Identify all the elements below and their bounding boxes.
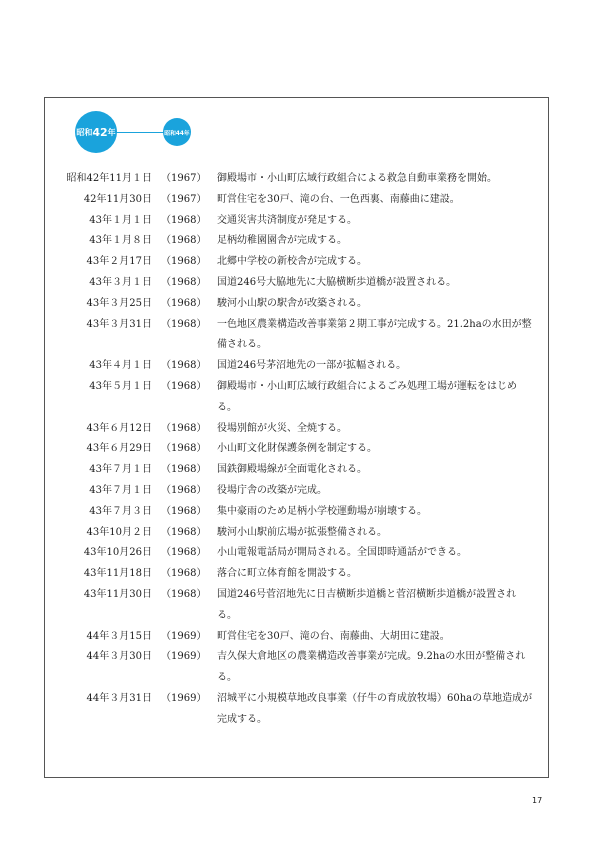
entry-date: 43年11月18日 xyxy=(83,568,152,580)
era-start-num: 42 xyxy=(92,125,108,139)
entry-year: （1968） xyxy=(161,484,207,496)
entry-year: （1968） xyxy=(161,464,207,476)
entry-description: 役場庁舎の改築が完成。 xyxy=(217,484,327,496)
entry-description: 集中豪雨のため足柄小学校運動場が崩壊する。 xyxy=(217,505,427,517)
entry-description: 国道246号菅沼地先に日吉横断歩道橋と菅沼横断歩道橋が設置される。 xyxy=(217,588,517,621)
entry-year: （1968） xyxy=(161,318,207,330)
era-start-badge xyxy=(75,111,117,153)
entry-year: （1968） xyxy=(161,505,207,517)
entry-description: 御殿場市・小山町広域行政組合によるごみ処理工場が運転をはじめる。 xyxy=(217,380,517,413)
entry-year: （1967） xyxy=(161,173,207,184)
entry-description: 駿河小山駅前広場が拡張整備される。 xyxy=(217,526,387,538)
timeline-entry xyxy=(45,419,548,440)
entry-date: 42年11月30日 xyxy=(83,193,152,205)
timeline-entry xyxy=(45,502,548,523)
timeline-entry xyxy=(45,273,548,294)
entry-description: 沼城平に小規模草地改良事業（仔牛の育成放牧場）60haの草地造成が完成する。 xyxy=(217,692,533,725)
timeline-entry xyxy=(45,523,548,544)
timeline-entry xyxy=(45,460,548,481)
entry-date: 43年10月２日 xyxy=(86,526,152,538)
timeline-entry xyxy=(45,689,548,731)
entry-year: （1969） xyxy=(161,651,207,663)
entry-date: 43年１月１日 xyxy=(89,214,152,226)
timeline-entry xyxy=(45,543,548,564)
entry-description: 吉久保大倉地区の農業構造改善事業が完成。9.2haの水田が整備される。 xyxy=(217,651,526,684)
entry-date: 43年３月31日 xyxy=(86,318,152,330)
entry-description: 小山町文化財保護条例を制定する。 xyxy=(217,443,377,455)
page-number: 17 xyxy=(532,796,543,805)
era-header xyxy=(75,111,195,153)
entry-year: （1968） xyxy=(161,568,207,580)
timeline-entry xyxy=(45,564,548,585)
entry-year: （1968） xyxy=(161,547,207,559)
entry-description: 交通災害共済制度が発足する。 xyxy=(217,214,357,226)
entry-date: 43年11月30日 xyxy=(83,588,152,600)
entry-description: 町営住宅を30戸、滝の台、一色西裏、南藤曲に建設。 xyxy=(217,193,460,205)
timeline-entry xyxy=(45,647,548,689)
entry-date: 43年４月１日 xyxy=(89,360,152,372)
entry-date: 44年３月30日 xyxy=(86,651,152,663)
entry-date: 43年３月25日 xyxy=(86,297,152,309)
entry-year: （1969） xyxy=(161,630,207,642)
timeline-entry xyxy=(45,627,548,648)
era-start-suffix: 年 xyxy=(107,127,116,137)
entry-description: 国道246号大脇地先に大脇横断歩道橋が設置される。 xyxy=(217,276,457,288)
entry-description: 役場別館が火災、全焼する。 xyxy=(217,422,347,434)
timeline-entry xyxy=(45,294,548,315)
chronology-frame xyxy=(44,97,549,778)
entry-date: 43年７月３日 xyxy=(89,505,152,517)
entry-year: （1968） xyxy=(161,360,207,372)
entry-description: 町営住宅を30戸、滝の台、南藤曲、大胡田に建設。 xyxy=(217,630,450,642)
timeline-entry xyxy=(45,252,548,273)
entry-description: 一色地区農業構造改善事業第２期工事が完成する。21.2haの水田が整備される。 xyxy=(217,318,532,351)
entry-year: （1968） xyxy=(161,422,207,434)
timeline-entry xyxy=(45,315,548,357)
timeline-entry xyxy=(45,585,548,627)
entry-date: 43年７月１日 xyxy=(89,464,152,476)
entry-year: （1968） xyxy=(161,214,207,226)
entry-year: （1969） xyxy=(161,692,207,704)
timeline-entry xyxy=(45,439,548,460)
entry-date: 43年10月26日 xyxy=(83,547,152,559)
timeline-entry xyxy=(45,231,548,252)
entry-description: 北郷中学校の新校舎が完成する。 xyxy=(217,256,367,268)
timeline-entry xyxy=(45,356,548,377)
entry-description: 足柄幼稚園園舎が完成する。 xyxy=(217,235,347,247)
entry-date: 43年３月１日 xyxy=(89,276,152,288)
era-start-prefix: 昭和 xyxy=(76,127,93,137)
entry-year: （1968） xyxy=(161,235,207,247)
timeline-entry xyxy=(45,481,548,502)
timeline-entry xyxy=(45,377,548,419)
entry-description: 国道246号茅沼地先の一部が拡幅される。 xyxy=(217,360,407,372)
entry-description: 駿河小山駅の駅舎が改築される。 xyxy=(217,297,367,309)
entry-date: 43年２月17日 xyxy=(86,256,152,268)
entry-date: 44年３月15日 xyxy=(86,630,152,642)
timeline-entry xyxy=(45,169,548,190)
entry-year: （1968） xyxy=(161,276,207,288)
entry-year: （1968） xyxy=(161,443,207,455)
era-end-label: 昭和44年 xyxy=(164,130,190,137)
entry-date: 43年７月１日 xyxy=(89,484,152,496)
entry-description: 小山電報電話局が開局される。全国即時通話ができる。 xyxy=(217,547,467,559)
era-end-badge xyxy=(163,118,191,146)
entry-year: （1968） xyxy=(161,297,207,309)
entry-year: （1968） xyxy=(161,256,207,268)
entry-description: 国鉄御殿場線が全面電化される。 xyxy=(217,464,367,476)
entry-description: 御殿場市・小山町広域行政組合による救急自動車業務を開始。 xyxy=(217,173,497,184)
entry-date: 43年６月29日 xyxy=(86,443,152,455)
entry-date: 43年１月８日 xyxy=(89,235,152,247)
entry-date: 43年５月１日 xyxy=(89,380,152,392)
entry-date: 43年６月12日 xyxy=(86,422,152,434)
entry-year: （1967） xyxy=(161,193,207,205)
entry-description: 落合に町立体育館を開設する。 xyxy=(217,568,357,580)
timeline-entry xyxy=(45,211,548,232)
entry-year: （1968） xyxy=(161,380,207,392)
entry-year: （1968） xyxy=(161,526,207,538)
chronology-list xyxy=(45,169,548,731)
entry-date: 44年３月31日 xyxy=(86,692,152,704)
entry-year: （1968） xyxy=(161,588,207,600)
timeline-entry xyxy=(45,190,548,211)
entry-date: 昭和42年11月１日 xyxy=(66,173,152,184)
